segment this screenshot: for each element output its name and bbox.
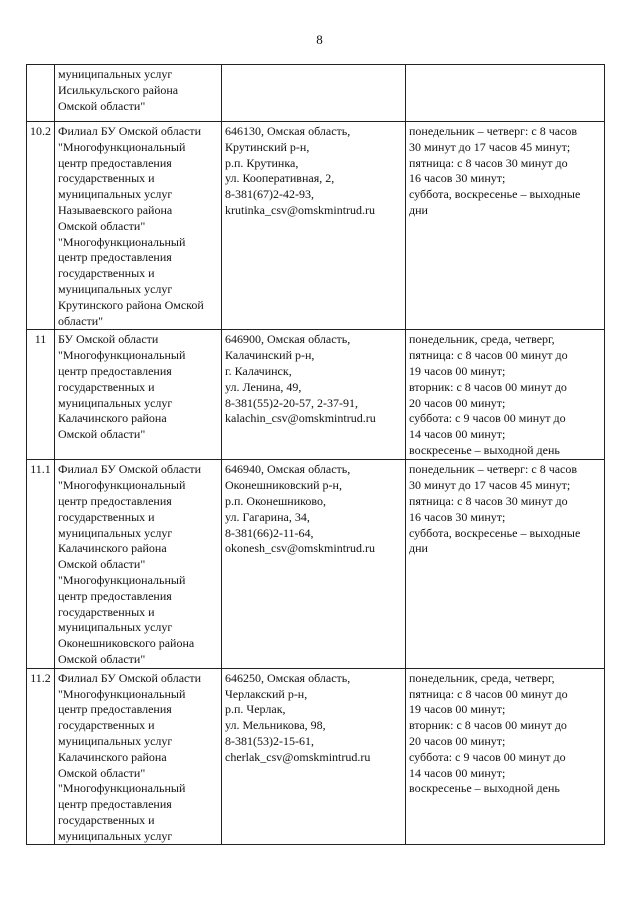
- row-number: 10.2: [27, 122, 55, 330]
- table-row: [27, 668, 605, 845]
- institution-name: муниципальных услуг Исилькульского района Омской области": [55, 65, 222, 122]
- table-row: [27, 330, 605, 460]
- table-row: [27, 122, 605, 330]
- working-hours: понедельник – четверг: с 8 часов 30 минут до 17 часов 45 минут; пятница: с 8 часов 30 минут до 16 часов 30 минут; суббота, воскресенье – выходные дни: [406, 122, 605, 330]
- row-number: 11.1: [27, 460, 55, 668]
- table-row: [27, 460, 605, 668]
- page-number: 8: [316, 32, 323, 47]
- row-number: [27, 65, 55, 122]
- working-hours: понедельник, среда, четверг, пятница: с 8 часов 00 минут до 19 часов 00 минут; вторник: с 8 часов 00 минут до 20 часов 00 минут; суббота: с 9 часов 00 минут до 14 часов 00 минут; воскресенье – выходной день: [406, 330, 605, 460]
- institution-name: Филиал БУ Омской области "Многофункциональный центр предоставления государственных и муниципальных услуг Калачинского района Омской области" "Многофункциональный центр предоставления государственных и муниципальных услуг Оконешниковского района Омской области": [55, 460, 222, 668]
- address-contacts: 646130, Омская область, Крутинский р-н, р.п. Крутинка, ул. Кооперативная, 2, 8-381(67)2-42-93, krutinka_csv@omskmintrud.ru: [222, 122, 406, 330]
- working-hours: понедельник, среда, четверг, пятница: с 8 часов 00 минут до 19 часов 00 минут; вторник: с 8 часов 00 минут до 20 часов 00 минут; суббота: с 9 часов 00 минут до 14 часов 00 минут; воскресенье – выходной день: [406, 668, 605, 845]
- service-centers-table: [26, 64, 605, 845]
- institution-name: Филиал БУ Омской области "Многофункциональный центр предоставления государственных и муниципальных услуг Калачинского района Омской области" "Многофункциональный центр предоставления государственных и муниципальных услуг: [55, 668, 222, 845]
- address-contacts: 646250, Омская область, Черлакский р-н, р.п. Черлак, ул. Мельникова, 98, 8-381(53)2-15-61, cherlak_csv@omskmintrud.ru: [222, 668, 406, 845]
- institution-name: Филиал БУ Омской области "Многофункциональный центр предоставления государственных и муниципальных услуг Называевского района Омской области" "Многофункциональный центр предоставления государственных и муниципальных услуг Крутинского района Омской области": [55, 122, 222, 330]
- table-row: [27, 65, 605, 122]
- working-hours: понедельник – четверг: с 8 часов 30 минут до 17 часов 45 минут; пятница: с 8 часов 30 минут до 16 часов 30 минут; суббота, воскресенье – выходные дни: [406, 460, 605, 668]
- row-number: 11: [27, 330, 55, 460]
- address-contacts: 646900, Омская область, Калачинский р-н, г. Калачинск, ул. Ленина, 49, 8-381(55)2-20-57, 2-37-91, kalachin_csv@omskmintrud.ru: [222, 330, 406, 460]
- address-contacts: 646940, Омская область, Оконешниковский р-н, р.п. Оконешниково, ул. Гагарина, 34, 8-381(66)2-11-64, okonesh_csv@omskmintrud.ru: [222, 460, 406, 668]
- institution-name: БУ Омской области "Многофункциональный центр предоставления государственных и муниципальных услуг Калачинского района Омской области": [55, 330, 222, 460]
- working-hours: [406, 65, 605, 122]
- address-contacts: [222, 65, 406, 122]
- row-number: 11.2: [27, 668, 55, 845]
